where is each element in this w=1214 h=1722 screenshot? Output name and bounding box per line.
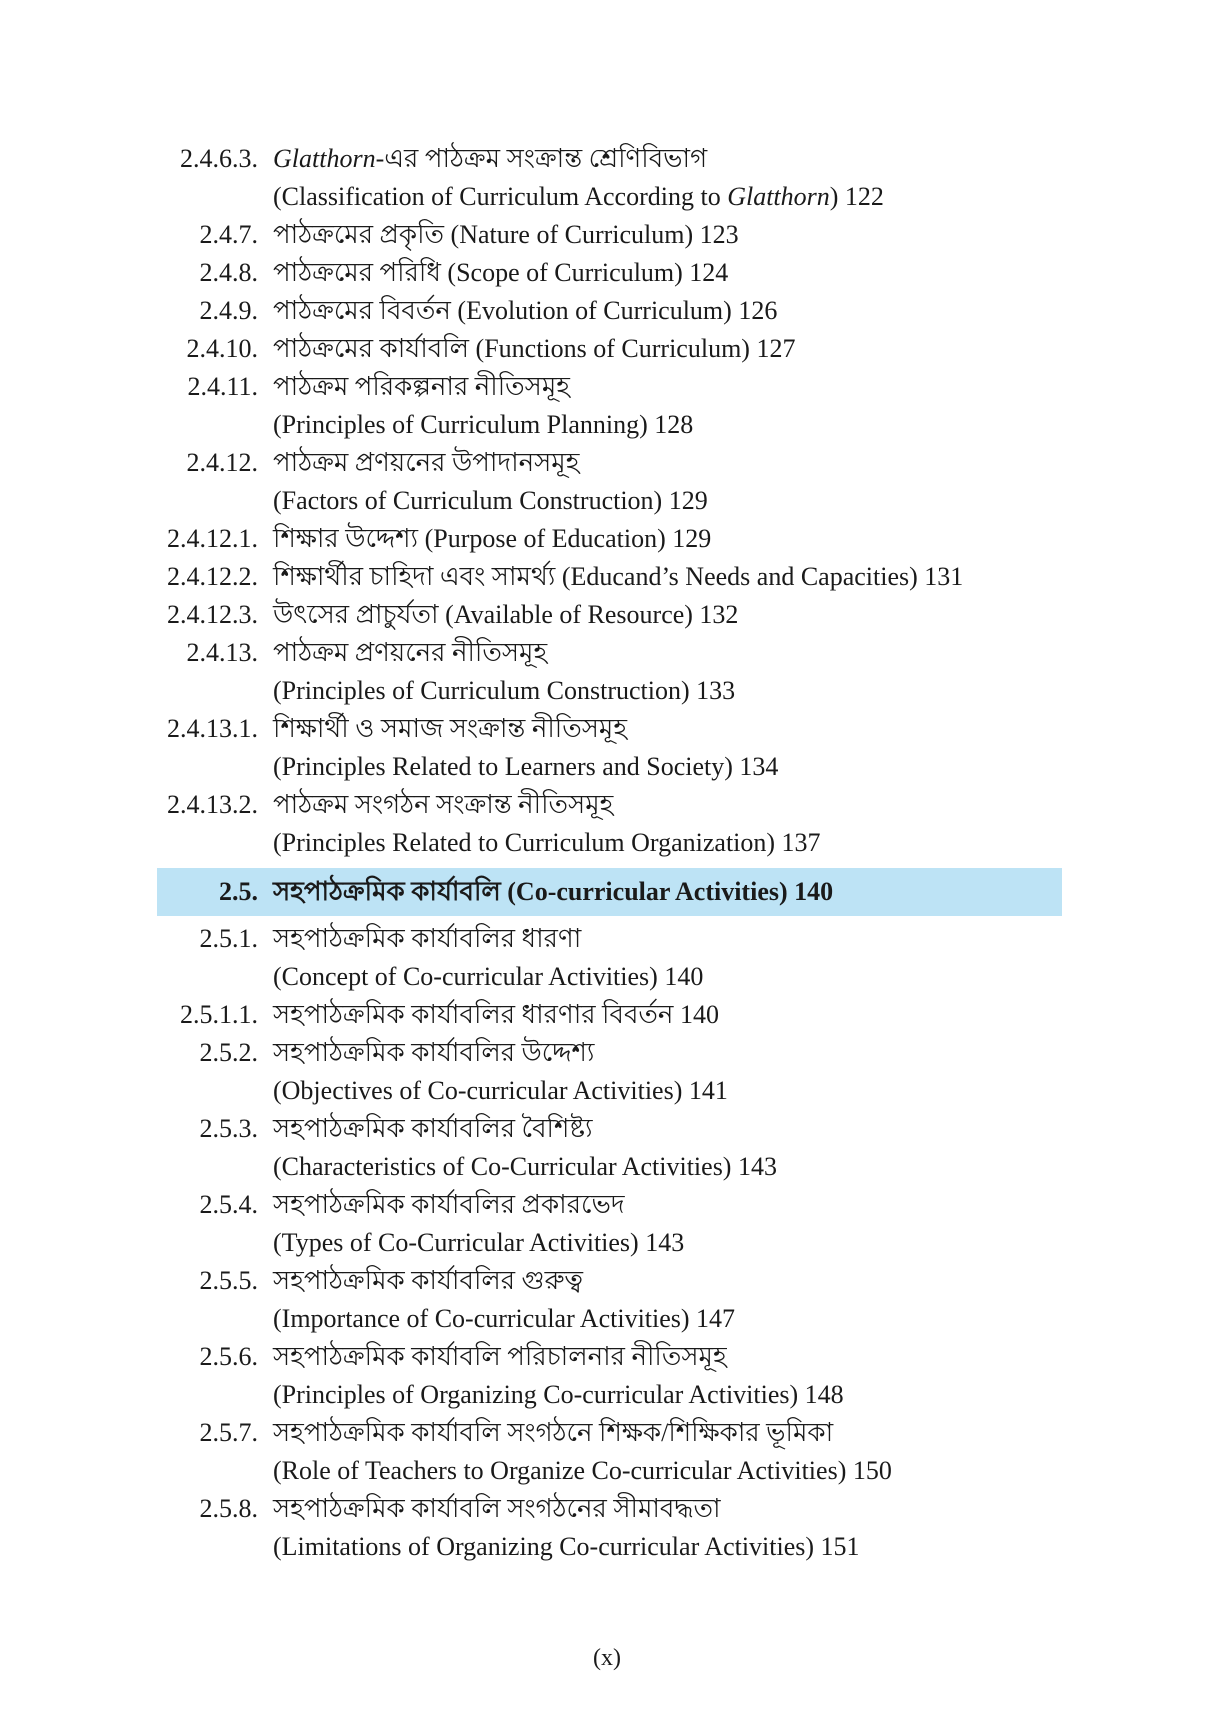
toc-entry[interactable] [0,1110,1214,1186]
toc-entry-subtitle: (Concept of Co-curricular Activities) 140 [273,962,704,991]
toc-section-title: সহপাঠক্রমিক কার্যাবলি (Co-curricular Activities) 140 [273,877,834,906]
toc-entry-subtitle: (Role of Teachers to Organize Co-curricular Activities) 150 [273,1456,892,1485]
toc-entry-title: সহপাঠক্রমিক কার্যাবলি সংগঠনে শিক্ষক/শিক্ষিকার ভূমিকা [273,1418,834,1447]
toc-entry-number: 2.4.13.1. [167,714,258,743]
toc-entry-number: 2.5.6. [199,1342,258,1371]
toc-entry-title: সহপাঠক্রমিক কার্যাবলির উদ্দেশ্য [273,1038,595,1067]
toc-entry-number: 2.5.7. [199,1418,258,1447]
toc-entry-title: শিক্ষার্থীর চাহিদা এবং সামর্থ্য (Educand’s Needs and Capacities) 131 [273,562,964,591]
toc-entry[interactable] [0,558,1214,596]
toc-entry-number: 2.5.5. [199,1266,258,1295]
toc-entry[interactable] [0,920,1214,996]
toc-entry-title: Glatthorn-এর পাঠক্রম সংক্রান্ত শ্রেণিবিভাগ [273,144,708,173]
toc-entry-number: 2.4.12. [186,448,258,477]
toc-entry-title: পাঠক্রমের বিবর্তন (Evolution of Curriculum) 126 [273,296,778,325]
toc-entry-title: সহপাঠক্রমিক কার্যাবলির ধারণা [273,924,582,953]
toc-entry-title: সহপাঠক্রমিক কার্যাবলি সংগঠনের সীমাবদ্ধতা [273,1494,721,1523]
toc-entry-title: উৎসের প্রাচুর্যতা (Available of Resource) 132 [273,600,739,629]
toc-entry-subtitle: (Types of Co-Curricular Activities) 143 [273,1228,685,1257]
toc-entry[interactable] [0,1034,1214,1110]
table-of-contents [0,140,1214,1566]
toc-entry[interactable] [0,710,1214,786]
toc-entry[interactable] [0,330,1214,368]
toc-entry-subtitle: (Characteristics of Co-Curricular Activities) 143 [273,1152,777,1181]
toc-entry[interactable] [0,1338,1214,1414]
toc-entry-subtitle: (Factors of Curriculum Construction) 129 [273,486,708,515]
toc-entry-number: 2.5.4. [199,1190,258,1219]
page-number: (x) [593,1645,621,1671]
toc-entry-number: 2.5.3. [199,1114,258,1143]
toc-entry-number: 2.5.8. [199,1494,258,1523]
toc-entry-title: পাঠক্রমের পরিধি (Scope of Curriculum) 124 [273,258,729,287]
toc-entry-title: সহপাঠক্রমিক কার্যাবলির প্রকারভেদ [273,1190,625,1219]
toc-entry-subtitle: (Principles of Curriculum Planning) 128 [273,410,694,439]
toc-entry-title: পাঠক্রম সংগঠন সংক্রান্ত নীতিসমূহ [273,790,614,819]
toc-entry-number: 2.4.12.1. [167,524,258,553]
toc-entry-subtitle: (Principles of Organizing Co-curricular Activities) 148 [273,1380,844,1409]
toc-entry[interactable] [0,292,1214,330]
toc-entry[interactable] [0,368,1214,444]
toc-entry-subtitle: (Principles of Curriculum Construction) 133 [273,676,736,705]
toc-entry-number: 2.4.7. [199,220,258,249]
toc-entry-title: পাঠক্রম প্রণয়নের নীতিসমূহ [273,638,548,667]
toc-entry-number: 2.4.9. [199,296,258,325]
toc-entry-number: 2.5.2. [199,1038,258,1067]
toc-entry-number: 2.4.13. [186,638,258,667]
toc-entry[interactable] [0,634,1214,710]
toc-entry[interactable] [0,596,1214,634]
toc-entry-title: শিক্ষার উদ্দেশ্য (Purpose of Education) 129 [273,524,712,553]
toc-entry-title: সহপাঠক্রমিক কার্যাবলির বৈশিষ্ট্য [273,1114,593,1143]
toc-entry-subtitle: (Importance of Co-curricular Activities) 147 [273,1304,736,1333]
toc-entry-subtitle: (Objectives of Co-curricular Activities) 141 [273,1076,728,1105]
toc-entry-number: 2.5.1.1. [180,1000,258,1029]
toc-entry-title: সহপাঠক্রমিক কার্যাবলির ধারণার বিবর্তন 140 [273,1000,719,1029]
toc-entry-title: পাঠক্রম পরিকল্পনার নীতিসমূহ [273,372,570,401]
toc-entry[interactable] [0,216,1214,254]
toc-entry-title: শিক্ষার্থী ও সমাজ সংক্রান্ত নীতিসমূহ [273,714,627,743]
toc-entry[interactable] [0,1186,1214,1262]
toc-entry-number: 2.4.8. [199,258,258,287]
toc-entry-number: 2.4.12.3. [167,600,258,629]
toc-entry-number: 2.4.6.3. [180,144,258,173]
toc-entry[interactable] [0,520,1214,558]
toc-entry-subtitle: (Limitations of Organizing Co-curricular Activities) 151 [273,1532,860,1561]
toc-entry[interactable] [0,1262,1214,1338]
toc-entry-title: পাঠক্রম প্রণয়নের উপাদানসমূহ [273,448,580,477]
toc-entry-subtitle: (Classification of Curriculum According to Glatthorn) 122 [273,182,884,211]
toc-entry-number: 2.4.13.2. [167,790,258,819]
toc-entry-title: সহপাঠক্রমিক কার্যাবলি পরিচালনার নীতিসমূহ [273,1342,727,1371]
toc-entry-number: 2.5.1. [199,924,258,953]
toc-entry-title: পাঠক্রমের প্রকৃতি (Nature of Curriculum) 123 [273,220,739,249]
toc-section-heading[interactable] [157,868,1062,916]
toc-entry-subtitle: (Principles Related to Learners and Society) 134 [273,752,779,781]
toc-entry-subtitle: (Principles Related to Curriculum Organization) 137 [273,828,821,857]
toc-entry[interactable] [0,444,1214,520]
toc-entry[interactable] [0,254,1214,292]
toc-entry[interactable] [0,140,1214,216]
toc-section-number: 2.5. [219,877,258,906]
toc-entry-number: 2.4.12.2. [167,562,258,591]
toc-entry-number: 2.4.11. [187,372,258,401]
toc-entry[interactable] [0,1490,1214,1566]
toc-entry-title: সহপাঠক্রমিক কার্যাবলির গুরুত্ব [273,1266,584,1295]
toc-entry[interactable] [0,1414,1214,1490]
toc-entry-number: 2.4.10. [186,334,258,363]
toc-entry[interactable] [0,996,1214,1034]
toc-entry[interactable] [0,786,1214,862]
toc-entry-title: পাঠক্রমের কার্যাবলি (Functions of Curriculum) 127 [273,334,796,363]
